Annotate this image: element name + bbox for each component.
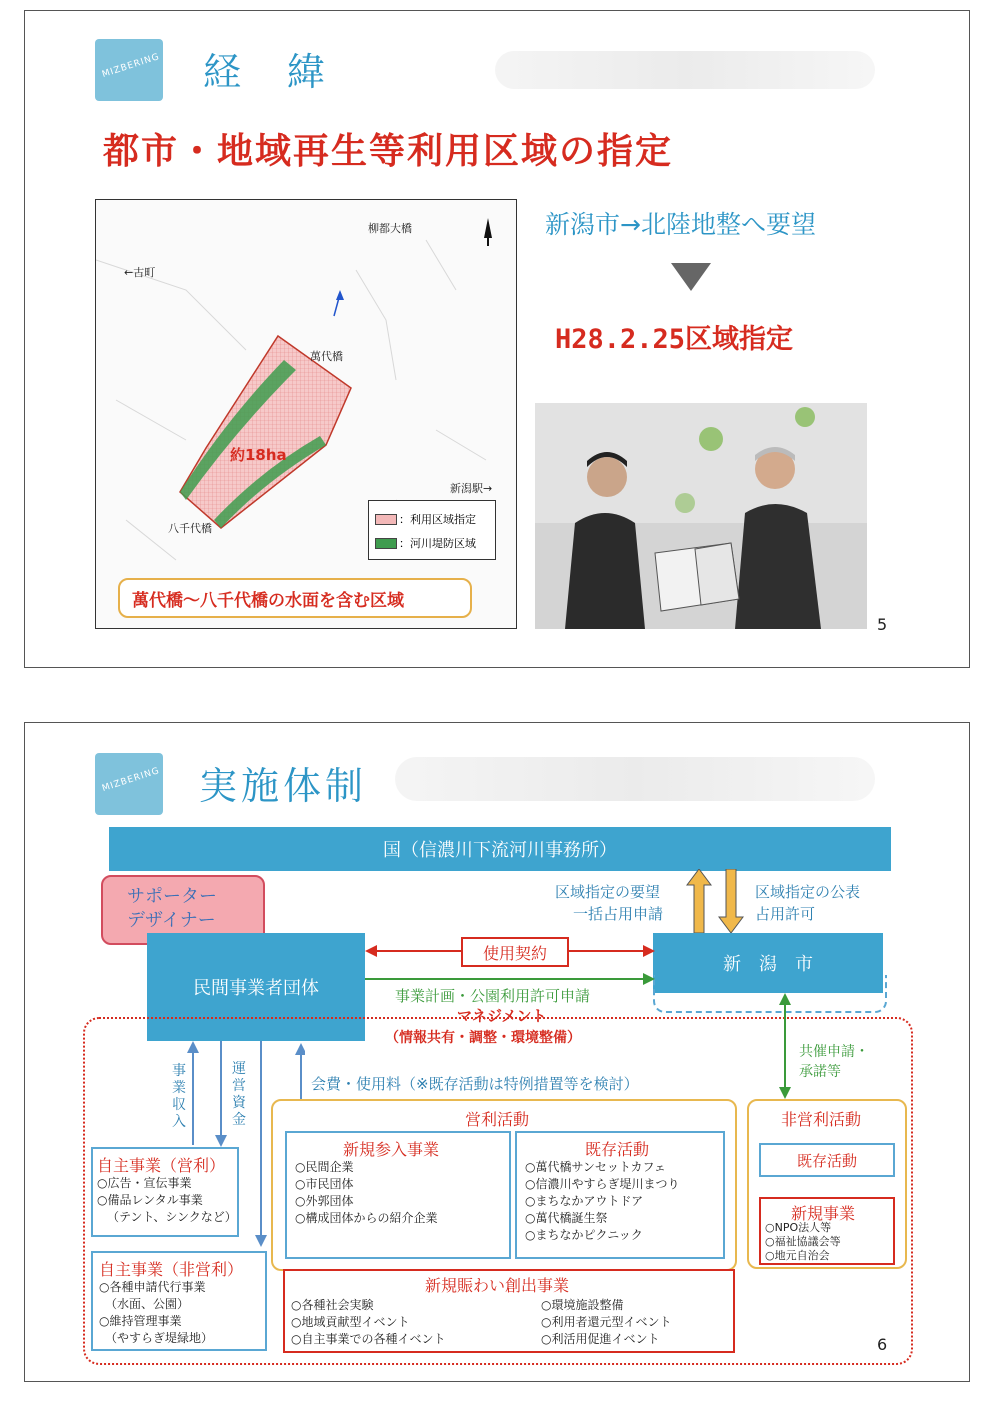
existing-title: 既存活動	[585, 1140, 650, 1159]
bustle-left-list	[291, 1297, 445, 1348]
fees-label: 会費・使用料（※既存活動は特例措置等を検討）	[311, 1075, 639, 1093]
list-item: ○市民団体	[295, 1177, 354, 1191]
list-item: ○地域貢献型イベント	[291, 1315, 410, 1329]
label-furumachi: ←古町	[124, 266, 156, 279]
management-label: マネジメント	[457, 1007, 547, 1025]
list-item: （テント、シンクなど）	[107, 1210, 237, 1224]
down-triangle-icon	[671, 263, 711, 291]
ceremony-photo	[535, 403, 867, 629]
list-item: ○地元自治会	[765, 1249, 830, 1262]
list-item: ○萬代橋サンセットカフェ	[525, 1160, 666, 1174]
self-nonprofit-list	[99, 1279, 213, 1347]
page-number: 5	[877, 615, 888, 634]
slide-title: 実施体制	[199, 764, 368, 808]
management-sub: （情報共有・調整・環境整備）	[385, 1030, 581, 1046]
heading: 都市・地域再生等利用区域の指定	[103, 131, 674, 172]
exchange-arrows	[685, 869, 745, 933]
page-number: 6	[877, 1335, 888, 1354]
city-dashed-extension	[653, 975, 887, 1013]
legend-label-levee: ：河川堤防区域	[399, 537, 476, 550]
national-office-bar: 国（信濃川下流河川事務所）	[109, 827, 891, 871]
request-2: 一括占用申請	[573, 905, 664, 923]
profit-title: 営利活動	[465, 1110, 530, 1129]
map-graphic	[96, 200, 516, 628]
designer-label: デザイナー	[127, 910, 216, 931]
designation-date: H28.2.25区域指定	[555, 324, 794, 355]
label-yachiyo-bridge: 八千代橋	[168, 522, 212, 535]
map-legend	[368, 500, 496, 560]
list-item: （水面、公園）	[105, 1297, 190, 1311]
new-entry-title: 新規参入事業	[343, 1140, 440, 1159]
list-item: ○福祉協議会等	[765, 1235, 841, 1248]
announce-1: 区域指定の公表	[755, 883, 861, 901]
request-1: 区域指定の要望	[555, 883, 661, 901]
list-item: ○信濃川やすらぎ堤川まつり	[525, 1177, 680, 1191]
slide-title: 経 緯	[203, 50, 330, 94]
bustle-right-list	[541, 1297, 671, 1348]
cohost-2: 承諾等	[799, 1064, 841, 1080]
np-existing-box	[759, 1143, 895, 1177]
announce-2: 占用許可	[755, 905, 816, 923]
label-area-size: 約18ha	[230, 446, 287, 464]
legend-swatch-area	[375, 514, 397, 525]
mizbering-logo: MIZBERING	[95, 39, 163, 101]
list-item: ○民間企業	[295, 1160, 354, 1174]
new-entry-list	[295, 1159, 437, 1227]
list-item: ○環境施設整備	[541, 1298, 624, 1312]
private-group-box: 民間事業者団体	[147, 933, 365, 1041]
label-bandai-bridge: 萬代橋	[310, 350, 343, 363]
list-item: ○各種社会実験	[291, 1298, 374, 1312]
self-nonprofit-title: 自主事業（非営利）	[99, 1260, 244, 1279]
self-profit-title: 自主事業（営利）	[97, 1156, 226, 1175]
list-item: ○NPO法人等	[765, 1221, 832, 1234]
list-item: ○萬代橋誕生祭	[525, 1211, 608, 1225]
income-label: 事業収入	[172, 1063, 186, 1130]
plan-label: 事業計画・公園利用許可申請	[395, 987, 591, 1005]
self-profit-list	[97, 1175, 237, 1226]
map-callout: 萬代橋～八千代橋の水面を含む区域	[118, 578, 472, 618]
np-existing-label: 既存活動	[796, 1151, 857, 1170]
legend-swatch-levee	[375, 538, 397, 549]
blurred-subtitle	[395, 757, 875, 801]
list-item: ○維持管理事業	[99, 1314, 182, 1328]
bustle-title: 新規賑わい創出事業	[425, 1276, 570, 1295]
cohost-1: 共催申請・	[799, 1044, 869, 1060]
list-item: ○広告・宣伝事業	[97, 1176, 192, 1190]
city-box: 新 潟 市	[653, 933, 883, 993]
list-item: ○各種申請代行事業	[99, 1280, 206, 1294]
list-item: ○まちなかアウトドア	[525, 1194, 644, 1208]
list-item: ○外郭団体	[295, 1194, 354, 1208]
list-item: ○まちなかピクニック	[525, 1228, 643, 1242]
area-map	[95, 199, 517, 629]
funds-label: 運営資金	[232, 1061, 246, 1128]
request-text: 新潟市→北陸地整へ要望	[545, 210, 816, 239]
mizbering-logo: MIZBERING	[95, 753, 163, 815]
list-item: ○自主事業での各種イベント	[291, 1332, 446, 1346]
list-item: ○備品レンタル事業	[97, 1193, 203, 1207]
nonprofit-title: 非営利活動	[781, 1110, 862, 1129]
use-area-polygon	[180, 336, 351, 528]
slide-6	[24, 722, 970, 1382]
label-ryuto-bridge: 柳都大橋	[368, 222, 412, 235]
photo-graphic	[535, 403, 867, 629]
np-new-title: 新規事業	[791, 1204, 856, 1223]
slide-5	[24, 10, 970, 668]
blurred-subtitle	[495, 51, 875, 89]
np-new-list	[765, 1221, 841, 1263]
cohost-arrow	[775, 993, 795, 1099]
label-niigata-station: 新潟駅→	[450, 482, 493, 495]
list-item: （やすらぎ堤緑地）	[105, 1331, 214, 1345]
contract-label: 使用契約	[461, 937, 569, 967]
list-item: ○利用者還元型イベント	[541, 1315, 672, 1329]
legend-label-area: ：利用区域指定	[399, 513, 476, 526]
list-item: ○構成団体からの紹介企業	[295, 1211, 438, 1225]
existing-list	[525, 1159, 679, 1244]
list-item: ○利活用促進イベント	[541, 1332, 660, 1346]
supporter-label: サポーター	[127, 886, 217, 907]
